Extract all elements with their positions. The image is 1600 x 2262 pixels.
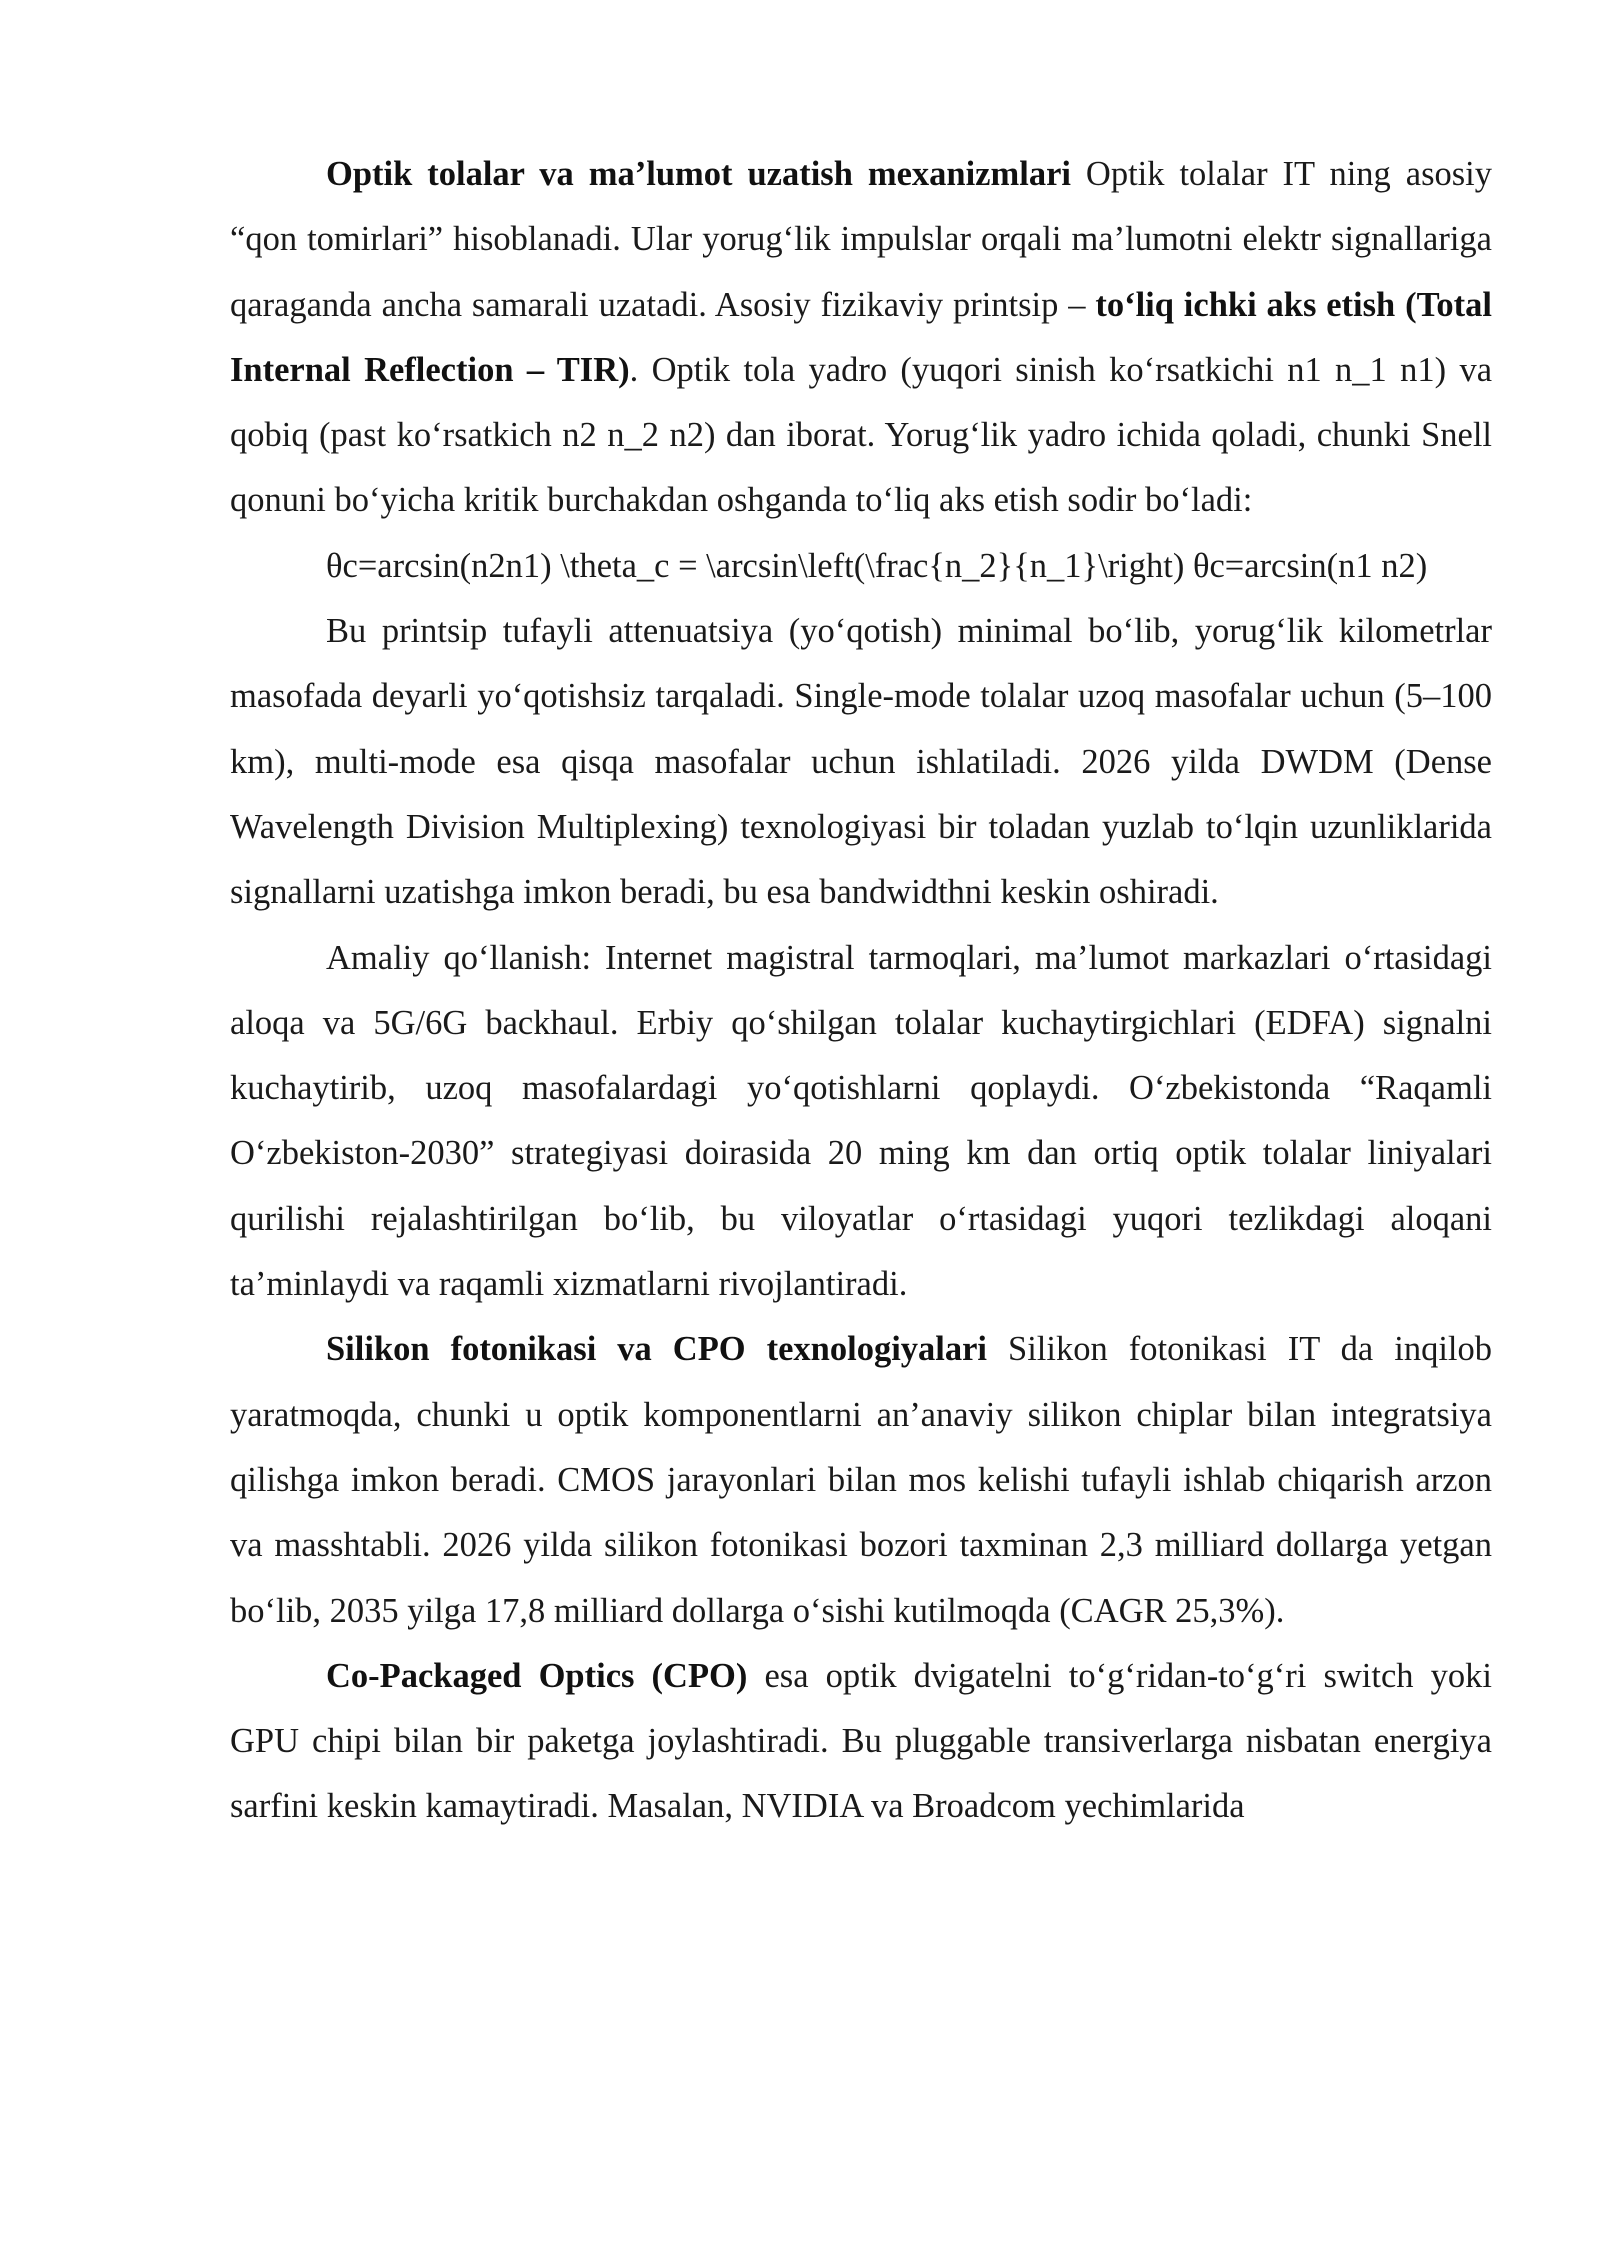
paragraph-text: Optik tolalar IT ning asosiy “qon tomirlari” hisoblanadi. Ular yorug‘lik impulslar orqali ma’lumotni elektr signallariga qaraganda ancha samarali uzatadi. Asosiy fizikaviy printsip –: [230, 155, 1493, 324]
paragraph-text: Bu printsip tufayli attenuatsiya (yo‘qotish) minimal bo‘lib, yorug‘lik kilometrlar masofada deyarli yo‘qotishsiz tarqaladi. Single-mode tolalar uzoq masofalar uchun (5–100 km), multi-mode esa qisqa masofalar uchun ishlatiladi. 2026 yilda DWDM (Dense Wavelength Division Multiplexing) texnologiyasi bir toladan yuzlab to‘lqin uzunliklarida signallarni uzatishga imkon beradi, bu esa bandwidthni keskin oshiradi.: [230, 612, 1492, 912]
formula-critical-angle: [230, 534, 1492, 599]
paragraph-text: . Optik tola yadro (yuqori sinish ko‘rsatkichi n1 n_1 n1) va qobiq (past ko‘rsatkich n2 n_2 n2) dan iborat. Yorug‘lik yadro ichida qoladi, chunki Snell qonuni bo‘yicha kritik burchakdan oshganda to‘liq aks etish sodir bo‘ladi:: [230, 350, 1493, 520]
section-heading-silicon-photonics: Silikon fotonikasi va CPO texnologiyalari: [326, 1330, 988, 1369]
paragraph-text: esa optik dvigatelni to‘g‘ridan-to‘g‘ri switch yoki GPU chipi bilan bir paketga joylashtiradi. Bu pluggable transiverlarga nisbatan energiya sarfini keskin kamaytiradi. Masalan, NVIDIA va Broadcom yechimlarida: [230, 1656, 1492, 1826]
paragraph-attenuation: [230, 599, 1492, 925]
paragraph-cpo: [230, 1644, 1492, 1840]
section-heading-optical-fibers: Optik tolalar va ma’lumot uzatish mexanizmlari: [326, 155, 1071, 193]
paragraph-optical-fibers: [230, 142, 1492, 534]
bold-term-cpo: Co-Packaged Optics (CPO): [326, 1656, 748, 1695]
paragraph-text: Amaliy qo‘llanish: Internet magistral tarmoqlari, ma’lumot markazlari o‘rtasidagi aloqa va 5G/6G backhaul. Erbiy qo‘shilgan tolalar kuchaytirgichlari (EDFA) signalni kuchaytirib, uzoq masofalardagi yo‘qotishlarni qoplaydi. O‘zbekistonda “Raqamli O‘zbekiston-2030” strategiyasi doirasida 20 ming km dan ortiq optik tolalar liniyalari qurilishi rejalashtirilgan bo‘lib, bu viloyatlar o‘rtasidagi yuqori tezlikdagi aloqani ta’minlaydi va raqamli xizmatlarni rivojlantiradi.: [230, 938, 1492, 1304]
formula-text: θc=arcsin(n2n1) \theta_c = \arcsin\left(\frac{n_2}{n_1}\right) θc=arcsin(n1 n2): [326, 546, 1428, 585]
paragraph-text: Silikon fotonikasi IT da inqilob yaratmoqda, chunki u optik komponentlarni an’anaviy silikon chiplar bilan integratsiya qilishga imkon beradi. CMOS jarayonlari bilan mos kelishi tufayli ishlab chiqarish arzon va masshtabli. 2026 yilda silikon fotonikasi bozori taxminan 2,3 milliard dollarga yetgan bo‘lib, 2035 yilga 17,8 milliard dollarga o‘sishi kutilmoqda (CAGR 25,3%).: [230, 1330, 1493, 1630]
document-body: [230, 142, 1492, 1840]
paragraph-silicon-photonics: [230, 1317, 1492, 1643]
paragraph-applications: [230, 926, 1492, 1318]
bold-term-tir: to‘liq ichki aks etish (Total Internal Reflection – TIR): [230, 285, 1492, 389]
